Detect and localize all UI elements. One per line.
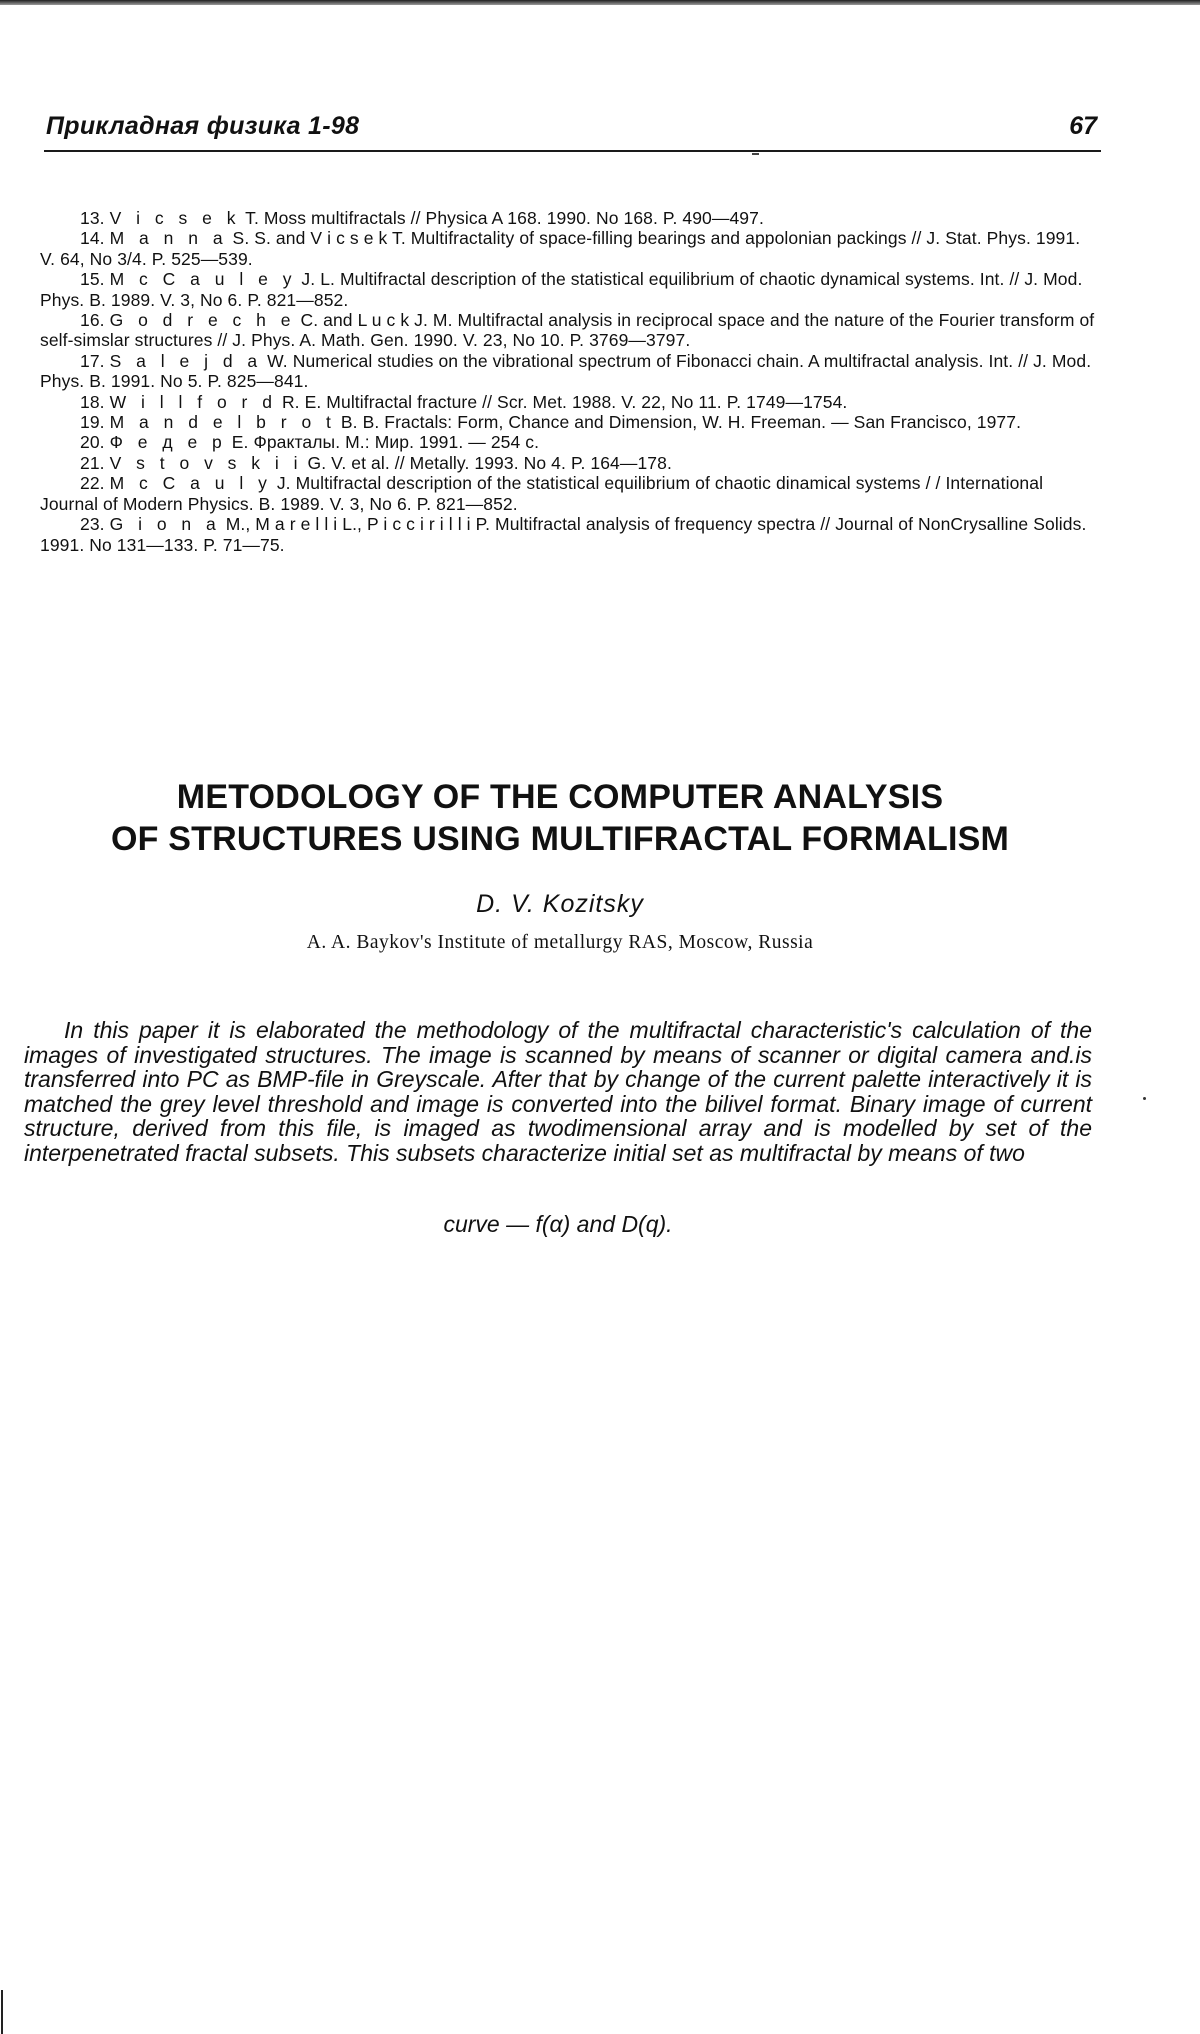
reference-text: Е. Фракталы. М.: Мир. 1991. — 254 с.: [226, 432, 540, 453]
reference-author: Ф е д е р: [109, 432, 227, 453]
reference-number: 13.: [80, 208, 105, 228]
reference-item: [40, 208, 1100, 228]
reference-text: T. Moss multifractals // Physica A 168. 1990. No 168. P. 490—497.: [240, 208, 764, 228]
reference-number: 23.: [80, 514, 105, 535]
reference-text: M., M a r e l l i L., P i c c i r i l l i P. Multifractal analysis of frequency spectra // Journal of NonCrysalline Solids. 1991. No 131—133. P. 71—75.: [40, 514, 1087, 555]
article-title: [40, 776, 1080, 860]
journal-title: Прикладная физика 1-98: [46, 112, 360, 140]
reference-text: S. S. and V i c s e k T. Multifractality of space-filling bearings and appolonian packings // J. Stat. Phys. 1991. V. 64, No 3/4. P. 525—539.: [40, 228, 1081, 269]
reference-text: G. V. et al. // Metally. 1993. No 4. P. 164—178.: [302, 452, 672, 473]
reference-number: 17.: [80, 350, 105, 371]
reference-number: 20.: [80, 432, 105, 453]
running-header: [46, 112, 1101, 154]
rule-mark: [752, 153, 759, 155]
reference-item: [40, 228, 1100, 269]
scan-margin-mark: [1, 1990, 3, 2034]
header-rule: [44, 150, 1101, 152]
title-line-1: METODOLOGY OF THE COMPUTER ANALYSIS: [176, 778, 944, 816]
reference-text: J. Multifractal description of the statistical equilibrium of chaotic dinamical systems / / International Journal of Modern Physics. B. 1989. V. 3, No 6. P. 821—852.: [40, 473, 1044, 514]
reference-author: M a n n a: [109, 228, 228, 249]
author-affiliation: A. A. Baykov's Institute of metallurgy RAS, Moscow, Russia: [306, 932, 814, 953]
reference-author: V i c s e k: [109, 208, 241, 228]
reference-item: [40, 351, 1100, 392]
reference-number: 16.: [80, 310, 105, 331]
reference-author: G i o n a: [109, 514, 221, 535]
reference-author: M c C a u l e y: [109, 269, 297, 290]
reference-author: M a n d e l b r o t: [109, 412, 336, 433]
reference-number: 21.: [80, 452, 105, 473]
reference-number: 15.: [80, 269, 105, 290]
reference-item: [40, 473, 1100, 514]
reference-item: [40, 453, 1100, 473]
title-line-2: OF STRUCTURES USING MULTIFRACTAL FORMALISM: [111, 820, 1009, 858]
reference-author: W i l l f o r d: [109, 391, 277, 412]
reference-item: [40, 269, 1100, 310]
reference-text: J. L. Multifractal description of the statistical equilibrium of chaotic dynamical systems. Int. // J. Mod. Phys. B. 1989. V. 3, No 6. P. 821—852.: [40, 269, 1083, 310]
abstract-last-line: curve — f(α) and D(q).: [443, 1211, 673, 1237]
reference-author: M c C a u l y: [109, 473, 272, 494]
reference-author: S a l e j d a: [109, 350, 263, 371]
scan-speck: [1143, 1097, 1146, 1100]
abstract-text: In this paper it is elaborated the methodology of the multifractal characteristic's calculation of the images of investigated structures. The image is scanned by means of scanner or digital camera and.is transferred into PC as BMP-file in Greyscale. After that by change of the current palette interactively it is matched the grey level threshold and image is converted into the bilivel format. Binary image of current structure, derived from this file, is imaged as twodimensional array and is modelled by set of the interpenetrated fractal subsets. This subsets characterize initial set as multifractal by means of two: [24, 1017, 1092, 1166]
reference-number: 14.: [80, 228, 105, 249]
reference-number: 22.: [80, 473, 105, 494]
article-author: D. V. Kozitsky: [476, 890, 644, 918]
reference-number: 19.: [80, 412, 105, 433]
reference-item: [40, 412, 1100, 432]
scan-edge: [0, 0, 1200, 5]
reference-item: [40, 310, 1100, 351]
reference-author: V s t o v s k i i: [109, 452, 303, 473]
reference-author: G o d r e c h e: [109, 310, 296, 331]
reference-text: B. B. Fractals: Form, Chance and Dimension, W. H. Freeman. — San Francisco, 1977.: [335, 412, 1022, 433]
reference-item: [40, 432, 1100, 452]
reference-text: W. Numerical studies on the vibrational spectrum of Fibonacci chain. A multifractal analysis. Int. // J. Mod. Phys. B. 1991. No 5. P. 825—841.: [40, 350, 1092, 392]
reference-item: [40, 392, 1100, 412]
reference-text: R. E. Multifractal fracture // Scr. Met. 1988. V. 22, No 11. P. 1749—1754.: [276, 391, 848, 412]
reference-number: 18.: [80, 391, 105, 412]
reference-list: [40, 208, 1100, 555]
page-number: 67: [1069, 112, 1097, 140]
reference-text: C. and L u c k J. M. Multifractal analysis in reciprocal space and the nature of the Fourier transform of self-simslar structures // J. Phys. A. Math. Gen. 1990. V. 23, No 10. P. 3769—3797.: [40, 310, 1095, 351]
reference-item: [40, 514, 1100, 555]
